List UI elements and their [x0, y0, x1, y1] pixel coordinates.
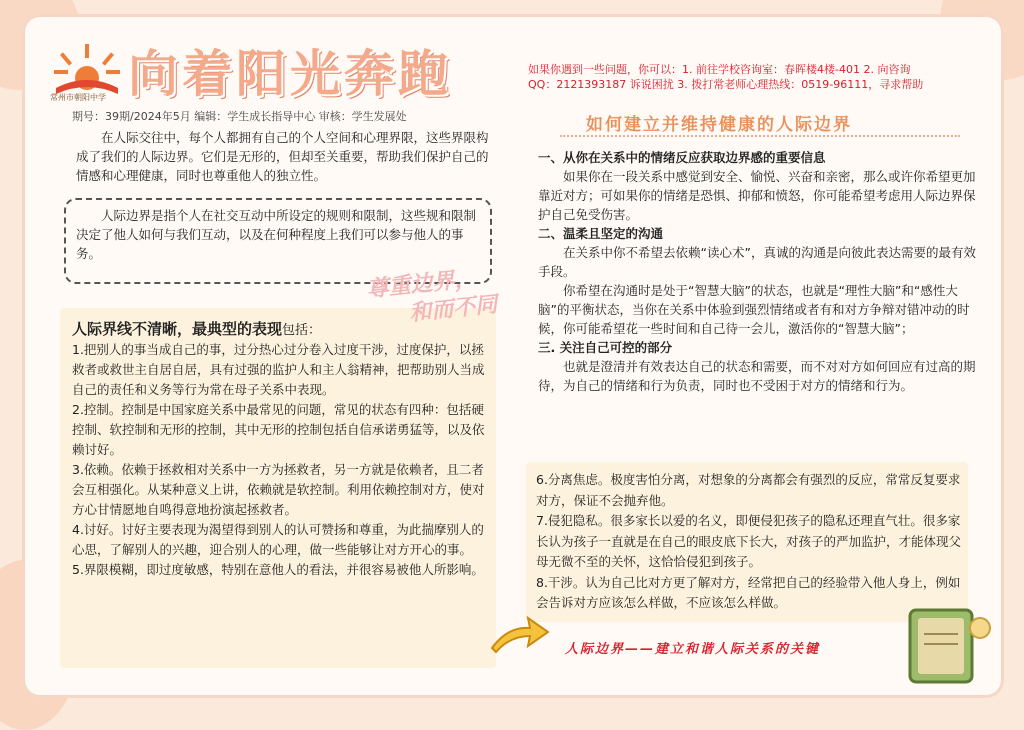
section-heading	[72, 318, 321, 339]
list-item: 7.侵犯隐私。很多家长以爱的名义，即便侵犯孩子的隐私还理直气壮。很多家长认为孩子一直就是在自己的眼皮底下长大，对孩子的严加监护，才能体现父母无微不至的关怀，这恰恰侵犯到孩子。	[536, 513, 962, 569]
list-item: 6.分离焦虑。极度害怕分离，对想象的分离都会有强烈的反应，常常反复要求对方，保证不会抛弃他。	[536, 472, 961, 508]
title-divider	[560, 135, 960, 137]
list-item: 3.依赖。依赖于拯救相对关系中一方为拯救者，另一方就是依赖者，且二者会互相强化。从某种意义上讲，依赖就是软控制。利用依赖控制对方，使对方心甘情愿地自鸣得意地扮演起拯救者。	[72, 462, 485, 517]
advice-body	[538, 148, 978, 395]
section-heading-suffix: 包括：	[282, 323, 322, 338]
list-item: 5.界限模糊，即过度敏感，特别在意他人的看法，并很容易被他人所影响。	[72, 562, 484, 577]
subheading: 三. 关注自己可控的部分	[538, 340, 673, 355]
paragraph: 在关系中你不希望去依赖“读心术”，真诚的沟通是向彼此表达需要的最有效手段。	[538, 245, 976, 279]
paragraph: 也就是澄清并有效表达自己的状态和需要，而不对对方如何回应有过高的期待，为自己的情绪和行为负责，同时也不受困于对方的情绪和行为。	[538, 359, 976, 393]
footer-slogan: 人际边界——建立和谐人际关系的关键	[565, 642, 821, 657]
intro-paragraph: 在人际交往中，每个人都拥有自己的个人空间和心理界限，这些界限构成了我们的人际边界。它们是无形的，但却至关重要，帮助我们保护自己的情感和心理健康，同时也尊重他人的独立性。	[76, 130, 489, 183]
list-item: 4.讨好。讨好主要表现为渴望得到别人的认可赞扬和尊重，为此揣摩别人的心思，了解别人的兴趣，迎合别人的心理，做一些能够让对方开心的事。	[72, 522, 484, 557]
section-title: 如何建立并维持健康的人际边界	[586, 115, 852, 135]
list-item: 2.控制。控制是中国家庭关系中最常见的问题，常见的状态有四种：包括硬控制、软控制和无形的控制，其中无形的控制包括自信承诺勇猛等，以及依赖讨好。	[72, 402, 485, 457]
behavior-list-continued	[536, 470, 964, 614]
paragraph: 你希望在沟通时是处于“智慧大脑”的状态，也就是“理性大脑”和“感性大脑”的平衡状态，当你在关系中体验到强烈情绪或者有和对方争辩对错冲动的时候，你可能希望花一些时间和自己待一会儿，激活你的“智慧大脑”；	[538, 283, 970, 336]
subheading: 一、从你在关系中的情绪反应获取边界感的重要信息	[538, 150, 826, 165]
issue-meta: 期号：39期/2024年5月 编辑：学生成长指导中心 审核：学生发展处	[72, 110, 407, 123]
section-heading-text: 人际界线不清晰，最典型的表现	[72, 320, 283, 338]
help-line: QQ：2121393187 诉说困扰 3. 拨打常老师心理热线：0519-96111，寻求帮助	[528, 78, 924, 91]
slogan-line: 和而不同	[408, 292, 499, 327]
slogan-line: 尊重边界，	[365, 266, 478, 303]
book-icon	[896, 598, 996, 688]
behavior-list	[72, 340, 490, 580]
page-title: 向着阳光奔跑	[128, 44, 452, 103]
list-item: 1.把别人的事当成自己的事，过分热心过分卷入过度干涉，过度保护，以拯救者或救世主自居自居，具有过强的监护人和主人翁精神，把帮助别人当成自己的责任和义务等行为常在母子关系中表现。	[72, 342, 485, 397]
help-notice	[528, 62, 988, 92]
list-item: 8.干涉。认为自己比对方更了解对方，经常把自己的经验带入他人身上，例如会告诉对方应该怎么样做，不应该怎么样做。	[536, 574, 961, 610]
help-line: 如果你遇到一些问题，你可以：1. 前往学校咨询室：春晖楼4楼-401 2. 向咨询	[528, 63, 911, 76]
paragraph: 如果你在一段关系中感觉到安全、愉悦、兴奋和亲密，那么或许你希望更加靠近对方；可如果你的情绪是恐惧、抑郁和愤怒，你可能希望考虑用人际边界保护自己免受伤害。	[538, 169, 976, 222]
subheading: 二、温柔且坚定的沟通	[538, 226, 664, 241]
definition-box: 人际边界是指个人在社交互动中所设定的规则和限制，这些规和限制决定了他人如何与我们互动，以及在何种程度上我们可以参与他人的事务。	[64, 198, 492, 284]
school-name: 常州市朝阳中学	[50, 93, 106, 102]
arrow-icon	[488, 612, 552, 656]
